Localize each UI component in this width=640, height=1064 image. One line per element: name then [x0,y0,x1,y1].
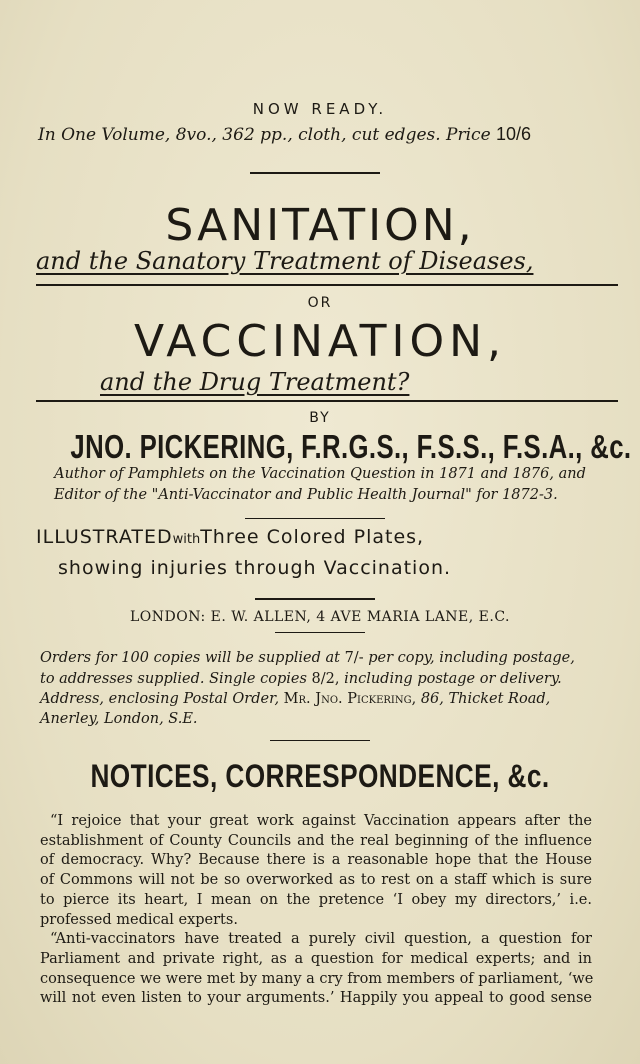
orders-line-4: Anerley, London, S.E. [40,711,198,727]
orders-text: Address, enclosing Postal Order, [40,691,280,707]
divider-rule-5 [270,740,370,741]
divider-rule-3 [255,598,375,600]
notices-line: to pierce its heart, I mean on the pretence ‘I obey my directors,’ i.e. [40,891,592,908]
illustrated-word: ILLUSTRATED [36,526,173,548]
price: 10/6 [496,124,532,144]
author-name: JNO. PICKERING, F.R.G.S., F.S.S., F.S.A., &c. [70,428,632,465]
illustrated-line [36,526,616,548]
subtitle-sanatory-treatment: and the Sanatory Treatment of Diseases, [36,247,534,275]
notices-heading: NOTICES, CORRESPONDENCE, &c. [90,758,550,794]
title-rule [36,284,618,286]
divider-rule-2 [245,518,385,519]
notices-line: will not even listen to your arguments.’ Happily you appeal to good sense [40,990,592,1007]
divider-rule [250,172,380,174]
notices-line: of Commons will not be so overworked as to rest on a staff which is sure [40,872,592,889]
orders-contact-name: Mr. Jno. Pickering, [283,691,417,707]
notices-body [40,812,592,1009]
notices-line: “Anti-vaccinators have treated a purely civil question, a question for [50,931,592,948]
orders-line-1 [40,650,620,666]
orders-address: 86, Thicket Road, [420,691,551,707]
or-label: OR [307,295,333,311]
title-vaccination: VACCINATION, [133,316,507,367]
title-rule-2 [36,400,618,402]
volume-info-text: In One Volume, 8vo., 362 pp., cloth, cut edges. Price [38,125,491,145]
orders-text: to addresses supplied. Single copies [40,671,307,687]
now-ready-heading: NOW READY. [252,100,388,118]
illustrated-line-2: showing injuries through Vaccination. [58,557,452,579]
notices-line: establishment of County Councils and the real beginning of the influence [40,832,592,849]
notices-line: Parliament and private right, as a question for medical experts; and in [40,950,592,967]
orders-price-bulk: 7/- [344,650,364,666]
notices-line: consequence we were met by many a cry from members of parliament, ‘we [40,970,594,987]
divider-rule-4 [275,632,365,633]
orders-text: Orders for 100 copies will be supplied at [40,650,340,666]
orders-line-3 [40,691,620,707]
orders-price-single: 8/2, [311,671,340,687]
by-label: BY [309,410,331,426]
author-description-line-1: Author of Pamphlets on the Vaccination Question in 1871 and 1876, and [54,466,586,482]
publisher-line: LONDON: E. W. ALLEN, 4 AVE MARIA LANE, E.C. [129,609,511,625]
notices-line: “I rejoice that your great work against Vaccination appears after the [50,813,592,829]
illustrated-rest: Three Colored Plates, [200,526,425,548]
orders-text: per copy, including postage, [368,650,575,666]
notices-line: of democracy. Why? Because there is a reasonable hope that the House [40,852,592,869]
illustrated-with: with [172,532,201,547]
orders-line-2 [40,671,620,687]
title-sanitation: SANITATION, [165,200,475,251]
author-description-line-2: Editor of the "Anti-Vaccinator and Public Health Journal" for 1872-3. [54,487,558,503]
notices-line: professed medical experts. [40,911,238,928]
subtitle-drug-treatment: and the Drug Treatment? [100,368,410,396]
volume-info [38,124,618,145]
orders-text: including postage or delivery. [344,671,562,687]
